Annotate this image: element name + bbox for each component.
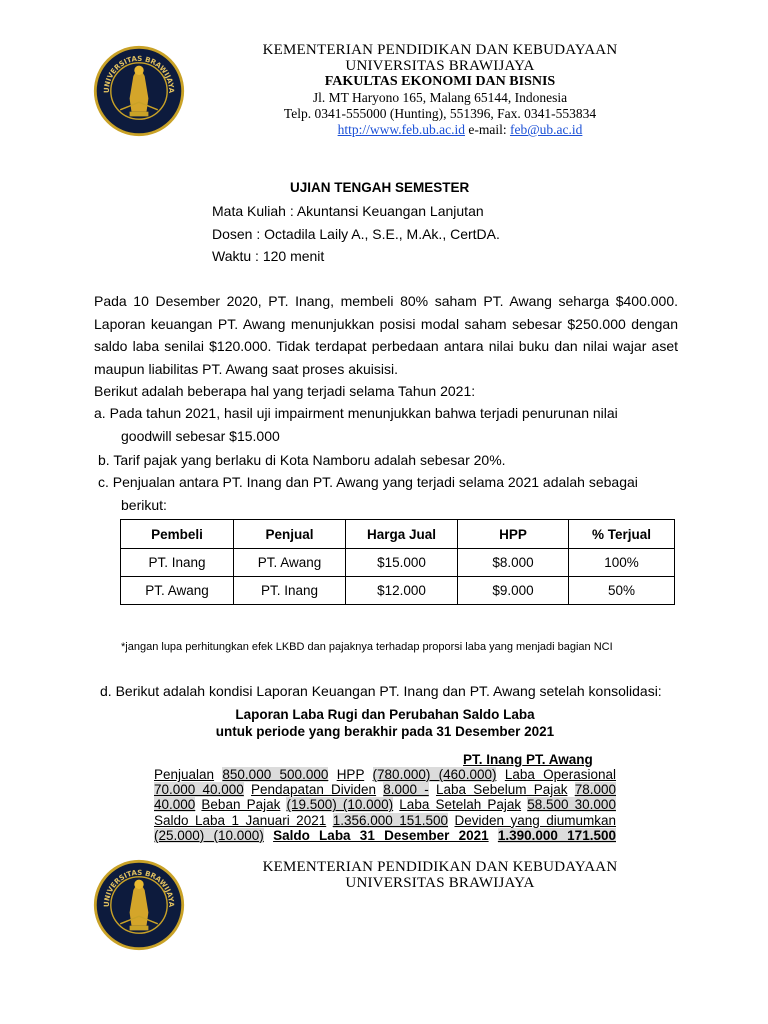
events-intro: Berikut adalah beberapa hal yang terjadi selama Tahun 2021: [94, 383, 476, 399]
deviden-label: Deviden yang diumumkan [454, 812, 616, 828]
dividen-value: 8.000 - [383, 782, 429, 798]
cell-persen: 100% [569, 549, 675, 577]
footnote: *jangan lupa perhitungkan efek LKBD dan pajaknya terhadap proporsi laba yang menjadi bagian NCI [121, 641, 613, 653]
header-persen-terjual: % Terjual [569, 520, 675, 549]
svg-text:UNIVERSITAS BRAWIJAYA: UNIVERSITAS BRAWIJAYA [101, 53, 177, 94]
cell-harga-jual: $15.000 [346, 549, 458, 577]
cell-hpp: $8.000 [458, 549, 569, 577]
laba-setelah-label: Laba Setelah Pajak [399, 797, 522, 813]
col-awang: PT. Awang [526, 752, 593, 767]
item-b: b. Tarif pajak yang berlaku di Kota Namboru adalah sebesar 20%. [98, 452, 506, 468]
laba-op-label: Laba Operasional [504, 767, 616, 782]
saldo-awal-label: Saldo Laba 1 Januari 2021 [154, 812, 327, 828]
laba-sebelum-value: 78.000 40.000 [154, 782, 616, 813]
header-harga-jual: Harga Jual [346, 520, 458, 549]
address: Jl. MT Haryono 165, Malang 65144, Indonesia [312, 90, 568, 105]
statement-body [154, 767, 616, 843]
item-c-cont: berikut: [121, 497, 167, 513]
item-c: c. Penjualan antara PT. Inang dan PT. Awang yang terjadi selama 2021 adalah sebagai [98, 474, 638, 490]
footer-letterhead [240, 859, 640, 891]
col-inang: PT. Inang [463, 752, 523, 767]
saldo-awal-value: 1.356.000 151.500 [332, 812, 449, 828]
hpp-label: HPP [336, 767, 365, 782]
phone: Telp. 0341-555000 (Hunting), 551396, Fax. 0341-553834 [283, 106, 597, 121]
sales-table [120, 519, 675, 605]
course-line: Mata Kuliah : Akuntansi Keuangan Lanjutan [212, 203, 484, 219]
item-d: d. Berikut adalah kondisi Laporan Keuangan PT. Inang dan PT. Awang setelah konsolidasi: [100, 683, 662, 699]
deviden-value: (25.000) (10.000) [154, 827, 264, 843]
university-logo [92, 858, 186, 952]
laba-sebelum-label: Laba Sebelum Pajak [435, 782, 568, 798]
cell-pembeli: PT. Inang [121, 549, 234, 577]
footer-university: UNIVERSITAS BRAWIJAYA [345, 875, 535, 891]
svg-text:UNIVERSITAS BRAWIJAYA: UNIVERSITAS BRAWIJAYA [101, 867, 177, 908]
contact-line [240, 122, 640, 138]
university-logo [92, 44, 186, 138]
cell-penjual: PT. Awang [234, 549, 346, 577]
email-label: e-mail: [468, 122, 507, 137]
table-row [121, 577, 675, 605]
statement-title-1: Laporan Laba Rugi dan Perubahan Saldo Laba [235, 707, 535, 722]
cell-pembeli: PT. Awang [121, 577, 234, 605]
header-pembeli: Pembeli [121, 520, 234, 549]
exam-title: UJIAN TENGAH SEMESTER [290, 180, 470, 195]
item-a: a. Pada tahun 2021, hasil uji impairment menunjukkan bahwa terjadi penurunan nilai [94, 405, 618, 421]
beban-pajak-value: (19.500) (10.000) [286, 797, 394, 813]
laba-op-value: 70.000 40.000 [154, 782, 244, 798]
lecturer-line: Dosen : Octadila Laily A., S.E., M.Ak., CertDA. [212, 225, 500, 242]
intro-paragraph: Pada 10 Desember 2020, PT. Inang, membeli 80% saham PT. Awang seharga $400.000. Laporan keuangan PT. Awang menunjukkan posisi modal saham sebesar $250.000 dengan saldo laba senilai $120.000. Tidak terdapat perbedaan antara nilai buku dan nilai wajar aset maupun liabilitas PT. Awang saat proses akuisisi. [94, 293, 678, 377]
faculty-name: FAKULTAS EKONOMI DAN BISNIS [324, 74, 556, 89]
cell-harga-jual: $12.000 [346, 577, 458, 605]
table-row [121, 549, 675, 577]
item-a-cont: goodwill sebesar $15.000 [121, 428, 280, 444]
cell-persen: 50% [569, 577, 675, 605]
statement-title-2: untuk periode yang berakhir pada 31 Desember 2021 [215, 724, 555, 739]
cell-penjual: PT. Inang [234, 577, 346, 605]
saldo-akhir-value: 1.390.000 171.500 [497, 827, 616, 843]
exam-info [212, 200, 500, 268]
header-penjual: Penjual [234, 520, 346, 549]
website-link[interactable]: http://www.feb.ub.ac.id [337, 122, 465, 137]
letterhead [240, 42, 640, 138]
saldo-akhir-label: Saldo Laba 31 Desember 2021 [273, 827, 489, 843]
cell-hpp: $9.000 [458, 577, 569, 605]
beban-pajak-label: Beban Pajak [201, 797, 281, 813]
footer-ministry: KEMENTERIAN PENDIDIKAN DAN KEBUDAYAAN [262, 859, 618, 875]
hpp-value: (780.000) (460.000) [372, 767, 497, 782]
university-name: UNIVERSITAS BRAWIJAYA [345, 58, 535, 74]
penjualan-value: 850.000 500.000 [222, 767, 329, 782]
dividen-label: Pendapatan Dividen [251, 782, 377, 798]
duration-line: Waktu : 120 menit [212, 248, 325, 264]
header-hpp: HPP [458, 520, 569, 549]
statement-title [154, 706, 616, 740]
ministry-name: KEMENTERIAN PENDIDIKAN DAN KEBUDAYAAN [262, 42, 618, 58]
laba-setelah-value: 58.500 30.000 [527, 797, 616, 813]
table-header-row [121, 520, 675, 549]
email-link[interactable]: feb@ub.ac.id [509, 122, 583, 137]
penjualan-label: Penjualan [154, 767, 215, 782]
statement-col-headers [463, 752, 593, 767]
